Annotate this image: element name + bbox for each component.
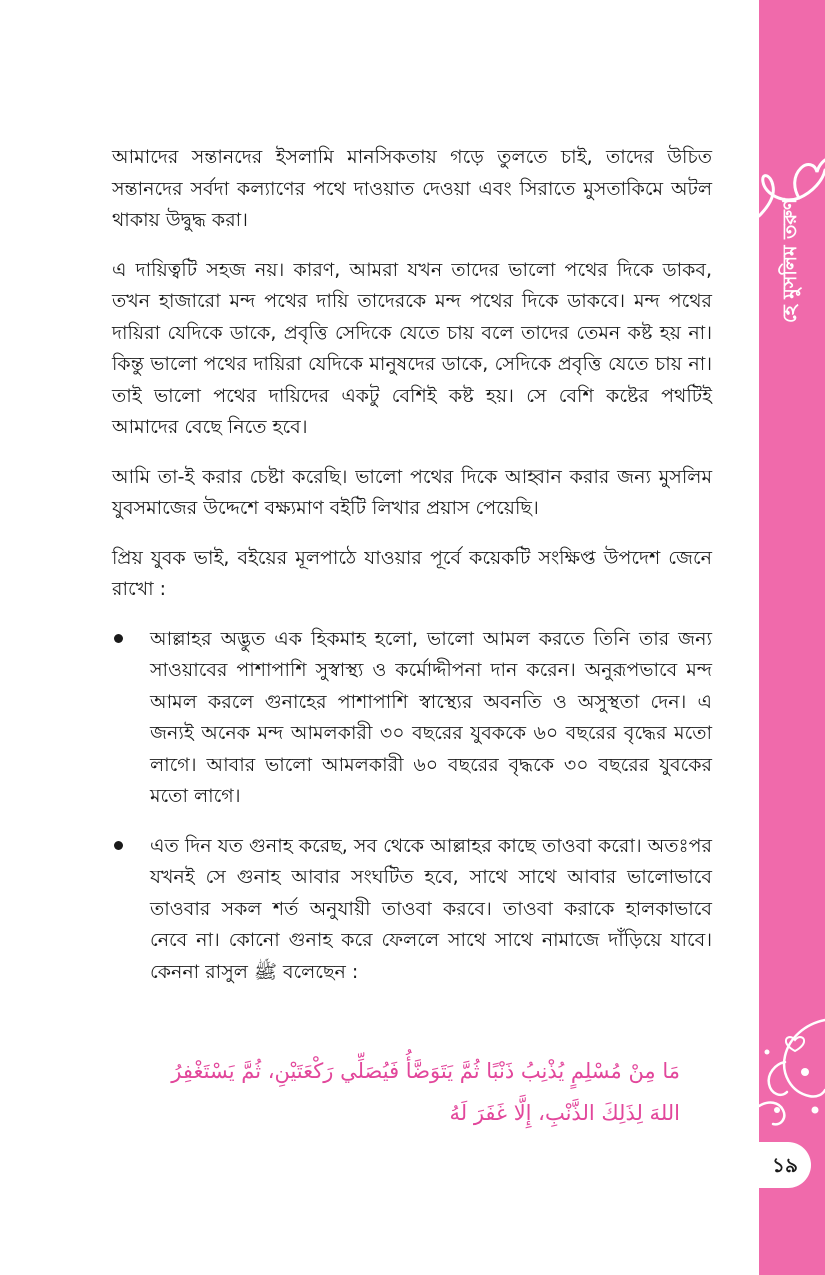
body-text [112, 142, 712, 1006]
book-title: হে মুসলিম তরুণ [779, 198, 801, 323]
bullet-item-1 [112, 624, 712, 813]
bullet-text-2: এত দিন যত গুনাহ করেছ, সব থেকে আল্লাহর কাছে তাওবা করো। অতঃপর যখনই সে গুনাহ আবার সংঘটিত হবে, সাথে সাথে আবার ভালোভাবে তাওবার সকল শর্ত অনুযায়ী তাওবা করবে। তাওবা করাকে হালকাভাবে নেবে না। কোনো গুনাহ করে ফেললে সাথে সাথে নামাজে দাঁড়িয়ে যাবে। কেননা রাসুল ﷺ বলেছেন : [150, 834, 712, 983]
paragraph-4: প্রিয় যুবক ভাই, বইয়ের মূলপাঠে যাওয়ার পূর্বে কয়েকটি সংক্ষিপ্ত উপদেশ জেনে রাখো : [112, 546, 712, 600]
bullet-dot-icon [114, 841, 123, 850]
bullet-text-1: আল্লাহর অদ্ভুত এক হিকমাহ হলো, ভালো আমল করতে তিনি তার জন্য সাওয়াবের পাশাপাশি সুস্বাস্থ্য ও কর্মোদ্দীপনা দান করেন। অনুরূপভাবে মন্দ আমল করলে গুনাহের পাশাপাশি স্বাস্থ্যের অবনতি ও অসুস্থতা দেন। এ জন্যই অনেক মন্দ আমলকারী ৩০ বছরের যুবককে ৬০ বছরের বৃদ্ধের মতো লাগে। আবার ভালো আমলকারী ৬০ বছরের বৃদ্ধকে ৩০ বছরের যুবকের মতো লাগে। [150, 627, 712, 807]
bullet-dot-icon [114, 634, 123, 643]
bullet-item-2 [112, 831, 712, 989]
paragraph-3: আমি তা-ই করার চেষ্টা করেছি। ভালো পথের দিকে আহ্বান করার জন্য মুসলিম যুবসমাজের উদ্দেশে বক্ষ্যমাণ বইটি লিখার প্রয়াস পেয়েছি। [112, 465, 712, 519]
page-number: ১৯ [759, 1142, 811, 1188]
side-bar [759, 0, 825, 1275]
arabic-hadith-quote: مَا مِنْ مُسْلِمٍ يُذْنِبُ ذَنْبًا ثُمَّ يَتَوَضَّأُ فَيُصَلِّي رَكْعَتَيْنِ، ثُمَّ يَسْتَغْفِرُ اللهَ لِذَلِكَ الذَّنْبِ، إِلَّا غَفَرَ لَهُ [171, 1059, 680, 1125]
paragraph-1: আমাদের সন্তানদের ইসলামি মানসিকতায় গড়ে তুলতে চাই, তাদের উচিত সন্তানদের সর্বদা কল্যাণের পথে দাওয়াত দেওয়া এবং সিরাতে মুসতাকিমে অটল থাকায় উদ্বুদ্ধ করা। [112, 146, 712, 231]
floral-swirl-icon [759, 1010, 825, 1130]
paragraph-2: এ দায়িত্বটি সহজ নয়। কারণ, আমরা যখন তাদের ভালো পথের দিকে ডাকব, তখন হাজারো মন্দ পথের দায়ি তাদেরকে মন্দ পথের দিকে ডাকবে। মন্দ পথের দায়িরা যেদিকে ডাকে, প্রবৃত্তি সেদিকে যেতে চায় বলে তাদের তেমন কষ্ট হয় না। কিন্তু ভালো পথের দায়িরা যেদিকে মানুষদের ডাকে, সেদিকে প্রবৃত্তি যেতে চায় না। তাই ভালো পথের দায়িদের একটু বেশিই কষ্ট হয়। সে বেশি কষ্টের পথটিই আমাদের বেছে নিতে হবে। [112, 258, 712, 438]
bullet-list [112, 624, 712, 989]
